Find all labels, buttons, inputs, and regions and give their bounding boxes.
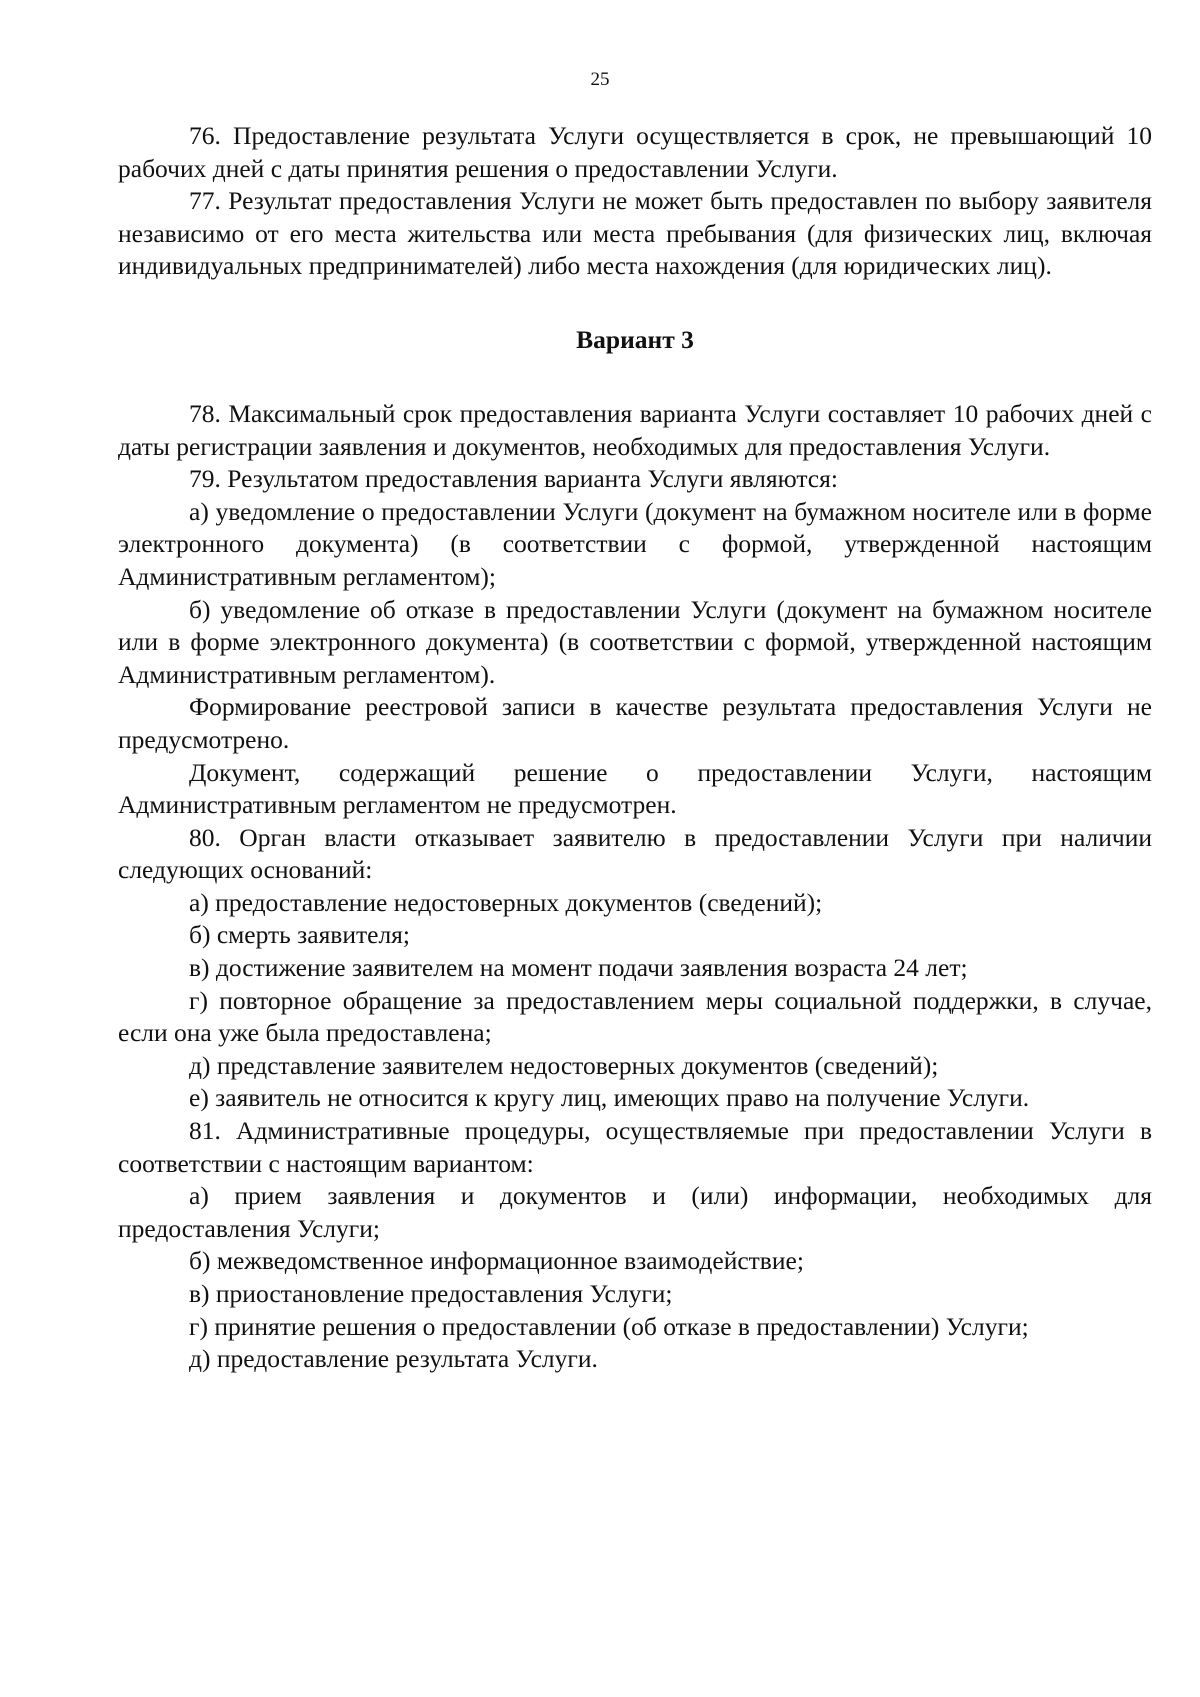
page-number: 25 <box>590 69 610 90</box>
document-body <box>118 120 1152 1376</box>
list-item-80-d: д) представление заявителем недостоверных документов (сведений); <box>189 1050 939 1080</box>
list-item-80-e: е) заявитель не относится к кругу лиц, имеющих право на получение Услуги. <box>189 1083 1030 1113</box>
list-item-81-g: г) принятие решения о предоставлении (об отказе в предоставлении) Услуги; <box>189 1311 1029 1341</box>
list-item-81-d: д) предоставление результата Услуги. <box>189 1344 598 1374</box>
list-item-81-b: б) межведомственное информационное взаимодействие; <box>189 1246 804 1276</box>
list-item-79-b: б) уведомление об отказе в предоставлении Услуги (документ на бумажном носителе или в форме электронного документа) (в соответствии с формой, утвержденной настоящим Административным регламентом). <box>118 594 1152 689</box>
list-item-79-a: а) уведомление о предоставлении Услуги (документ на бумажном носителе или в форме электронного документа) (в соответствии с формой, утвержденной настоящим Административным регламентом); <box>118 496 1152 591</box>
section-heading: Вариант 3 <box>576 324 694 354</box>
list-item-81-v: в) приостановление предоставления Услуги; <box>189 1279 673 1308</box>
list-item-80-v: в) достижение заявителем на момент подачи заявления возраста 24 лет; <box>189 953 968 983</box>
paragraph-77: 77. Результат предоставления Услуги не может быть предоставлен по выбору заявителя независимо от его места жительства или места пребывания (для физических лиц, включая индивидуальных предпринимателей) либо места нахождения (для юридических лиц). <box>118 186 1152 281</box>
list-item-80-a: а) предоставление недостоверных документов (сведений); <box>189 887 823 917</box>
paragraph-registry-record: Формирование реестровой записи в качестве результата предоставления Услуги не предусмотрено. <box>118 692 1152 754</box>
paragraph-decision-document: Документ, содержащий решение о предоставлении Услуги, настоящим Административным регламентом не предусмотрен. <box>118 757 1152 820</box>
list-item-80-b: б) смерть заявителя; <box>189 920 410 950</box>
paragraph-76: 76. Предоставление результата Услуги осуществляется в срок, не превышающий 10 рабочих дней с даты принятия решения о предоставлении Услуги. <box>118 121 1152 183</box>
list-item-81-a: а) прием заявления и документов и (или) информации, необходимых для предоставления Услуги; <box>118 1181 1152 1243</box>
list-item-80-g: г) повторное обращение за предоставлением меры социальной поддержки, в случае, если она уже была предоставлена; <box>118 985 1152 1048</box>
paragraph-81: 81. Административные процедуры, осуществляемые при предоставлении Услуги в соответствии с настоящим вариантом: <box>118 1116 1152 1178</box>
paragraph-80: 80. Орган власти отказывает заявителю в предоставлении Услуги при наличии следующих оснований: <box>118 822 1152 885</box>
paragraph-78: 78. Максимальный срок предоставления варианта Услуги составляет 10 рабочих дней с даты регистрации заявления и документов, необходимых для предоставления Услуги. <box>118 398 1152 461</box>
paragraph-79: 79. Результатом предоставления варианта Услуги являются: <box>189 464 838 494</box>
